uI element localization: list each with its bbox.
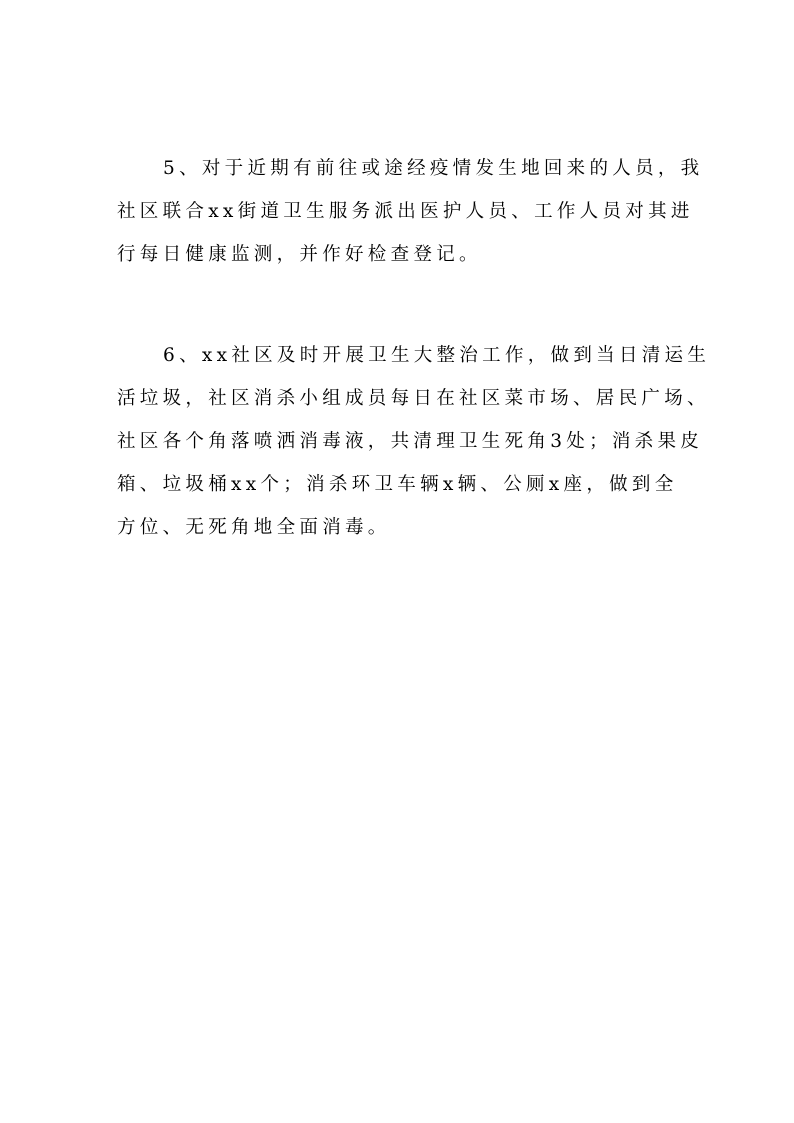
paragraph-line: 社区联合xx街道卫生服务派出医护人员、工作人员对其进 [117,201,694,222]
paragraph-line: 社区各个角落喷洒消毒液，共清理卫生死角3处；消杀果皮 [117,431,704,452]
paragraph-line: 活垃圾，社区消杀小组成员每日在社区菜市场、居民广场、 [117,388,710,409]
paragraph-line: 6、xx社区及时开展卫生大整治工作，做到当日清运生 [163,345,711,366]
paragraph-line: 行每日健康监测，并作好检查登记。 [117,244,482,265]
paragraph-line: 箱、垃圾桶xx个；消杀环卫车辆x辆、公厕x座，做到全 [117,474,678,495]
paragraph-line: 方位、无死角地全面消毒。 [117,517,391,538]
paragraph-line: 5、对于近期有前往或途经疫情发生地回来的人员，我 [163,158,704,179]
